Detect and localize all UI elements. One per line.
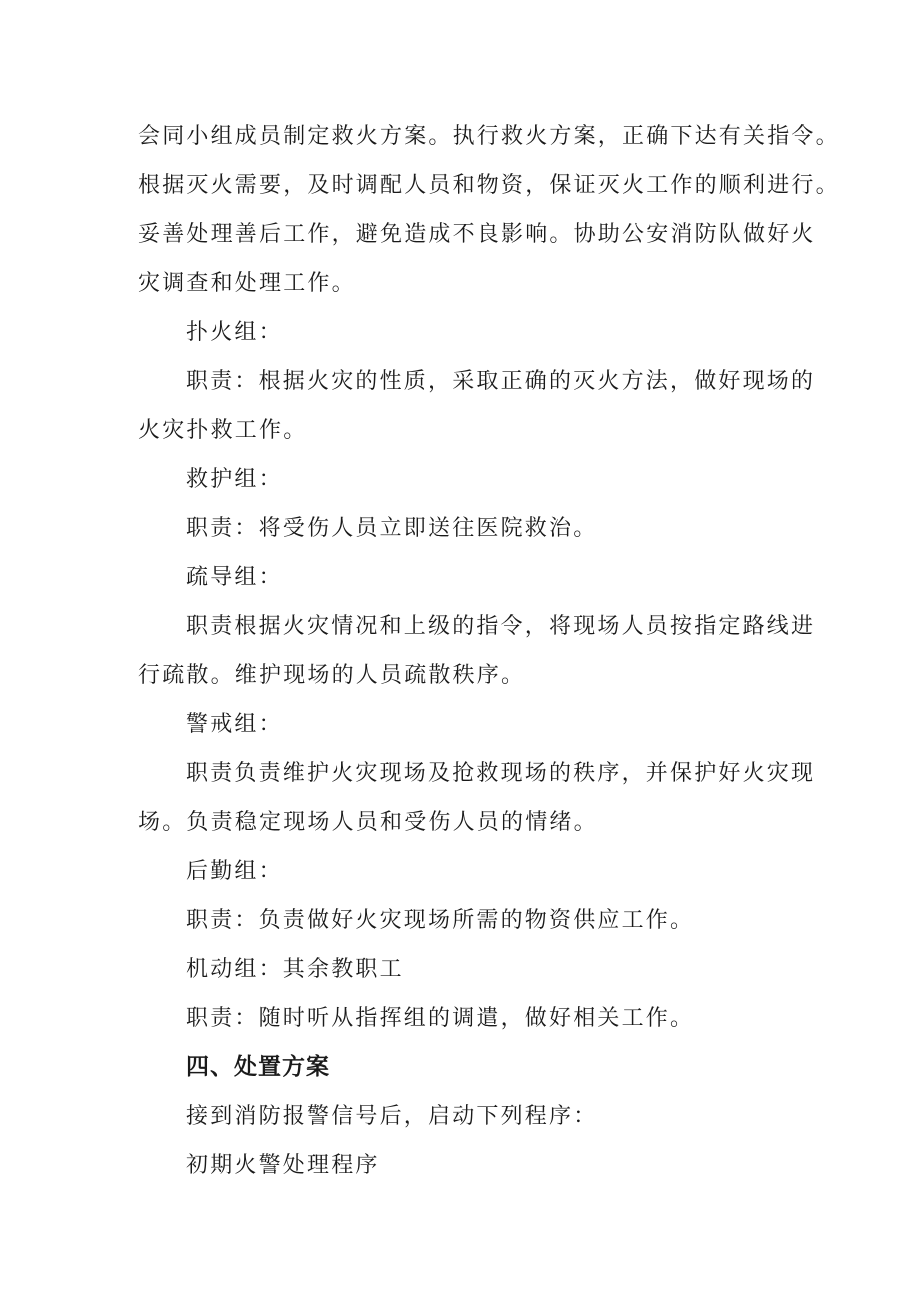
group-title-mobile: 机动组：其余教职工 [186, 957, 404, 982]
paragraph-line: 灾调查和处理工作。 [138, 271, 356, 296]
paragraph-line: 职责：随时听从指挥组的调遣，做好相关工作。 [186, 1006, 695, 1031]
group-title-evacuation: 疏导组： [186, 565, 283, 590]
paragraph-line: 职责：将受伤人员立即送往医院救治。 [186, 516, 598, 541]
group-title-firefighting: 扑火组： [186, 320, 283, 345]
paragraph-line: 职责根据火灾情况和上级的指令，将现场人员按指定路线进 [186, 614, 816, 639]
paragraph-line: 妥善处理善后工作，避免造成不良影响。协助公安消防队做好火 [138, 222, 816, 247]
paragraph-line: 初期火警处理程序 [186, 1153, 380, 1178]
paragraph-line: 行疏散。维护现场的人员疏散秩序。 [138, 663, 526, 688]
paragraph-line: 根据灭火需要，及时调配人员和物资，保证灭火工作的顺利进行。 [138, 173, 840, 198]
paragraph-line: 职责：根据火灾的性质，采取正确的灭火方法，做好现场的 [186, 369, 816, 394]
document-body [138, 112, 840, 1190]
section-heading: 四、处置方案 [186, 1054, 330, 1080]
paragraph-line: 场。负责稳定现场人员和受伤人员的情绪。 [138, 810, 598, 835]
paragraph-line: 接到消防报警信号后，启动下列程序： [186, 1104, 598, 1129]
paragraph-line: 职责负责维护火灾现场及抢救现场的秩序，并保护好火灾现 [186, 761, 816, 786]
paragraph-line: 会同小组成员制定救火方案。执行救火方案，正确下达有关指令。 [138, 124, 840, 149]
paragraph-line: 职责：负责做好火灾现场所需的物资供应工作。 [186, 908, 695, 933]
group-title-logistics: 后勤组： [186, 859, 283, 884]
paragraph-line: 火灾扑救工作。 [138, 418, 308, 443]
group-title-rescue: 救护组： [186, 467, 283, 492]
group-title-security: 警戒组： [186, 712, 283, 737]
